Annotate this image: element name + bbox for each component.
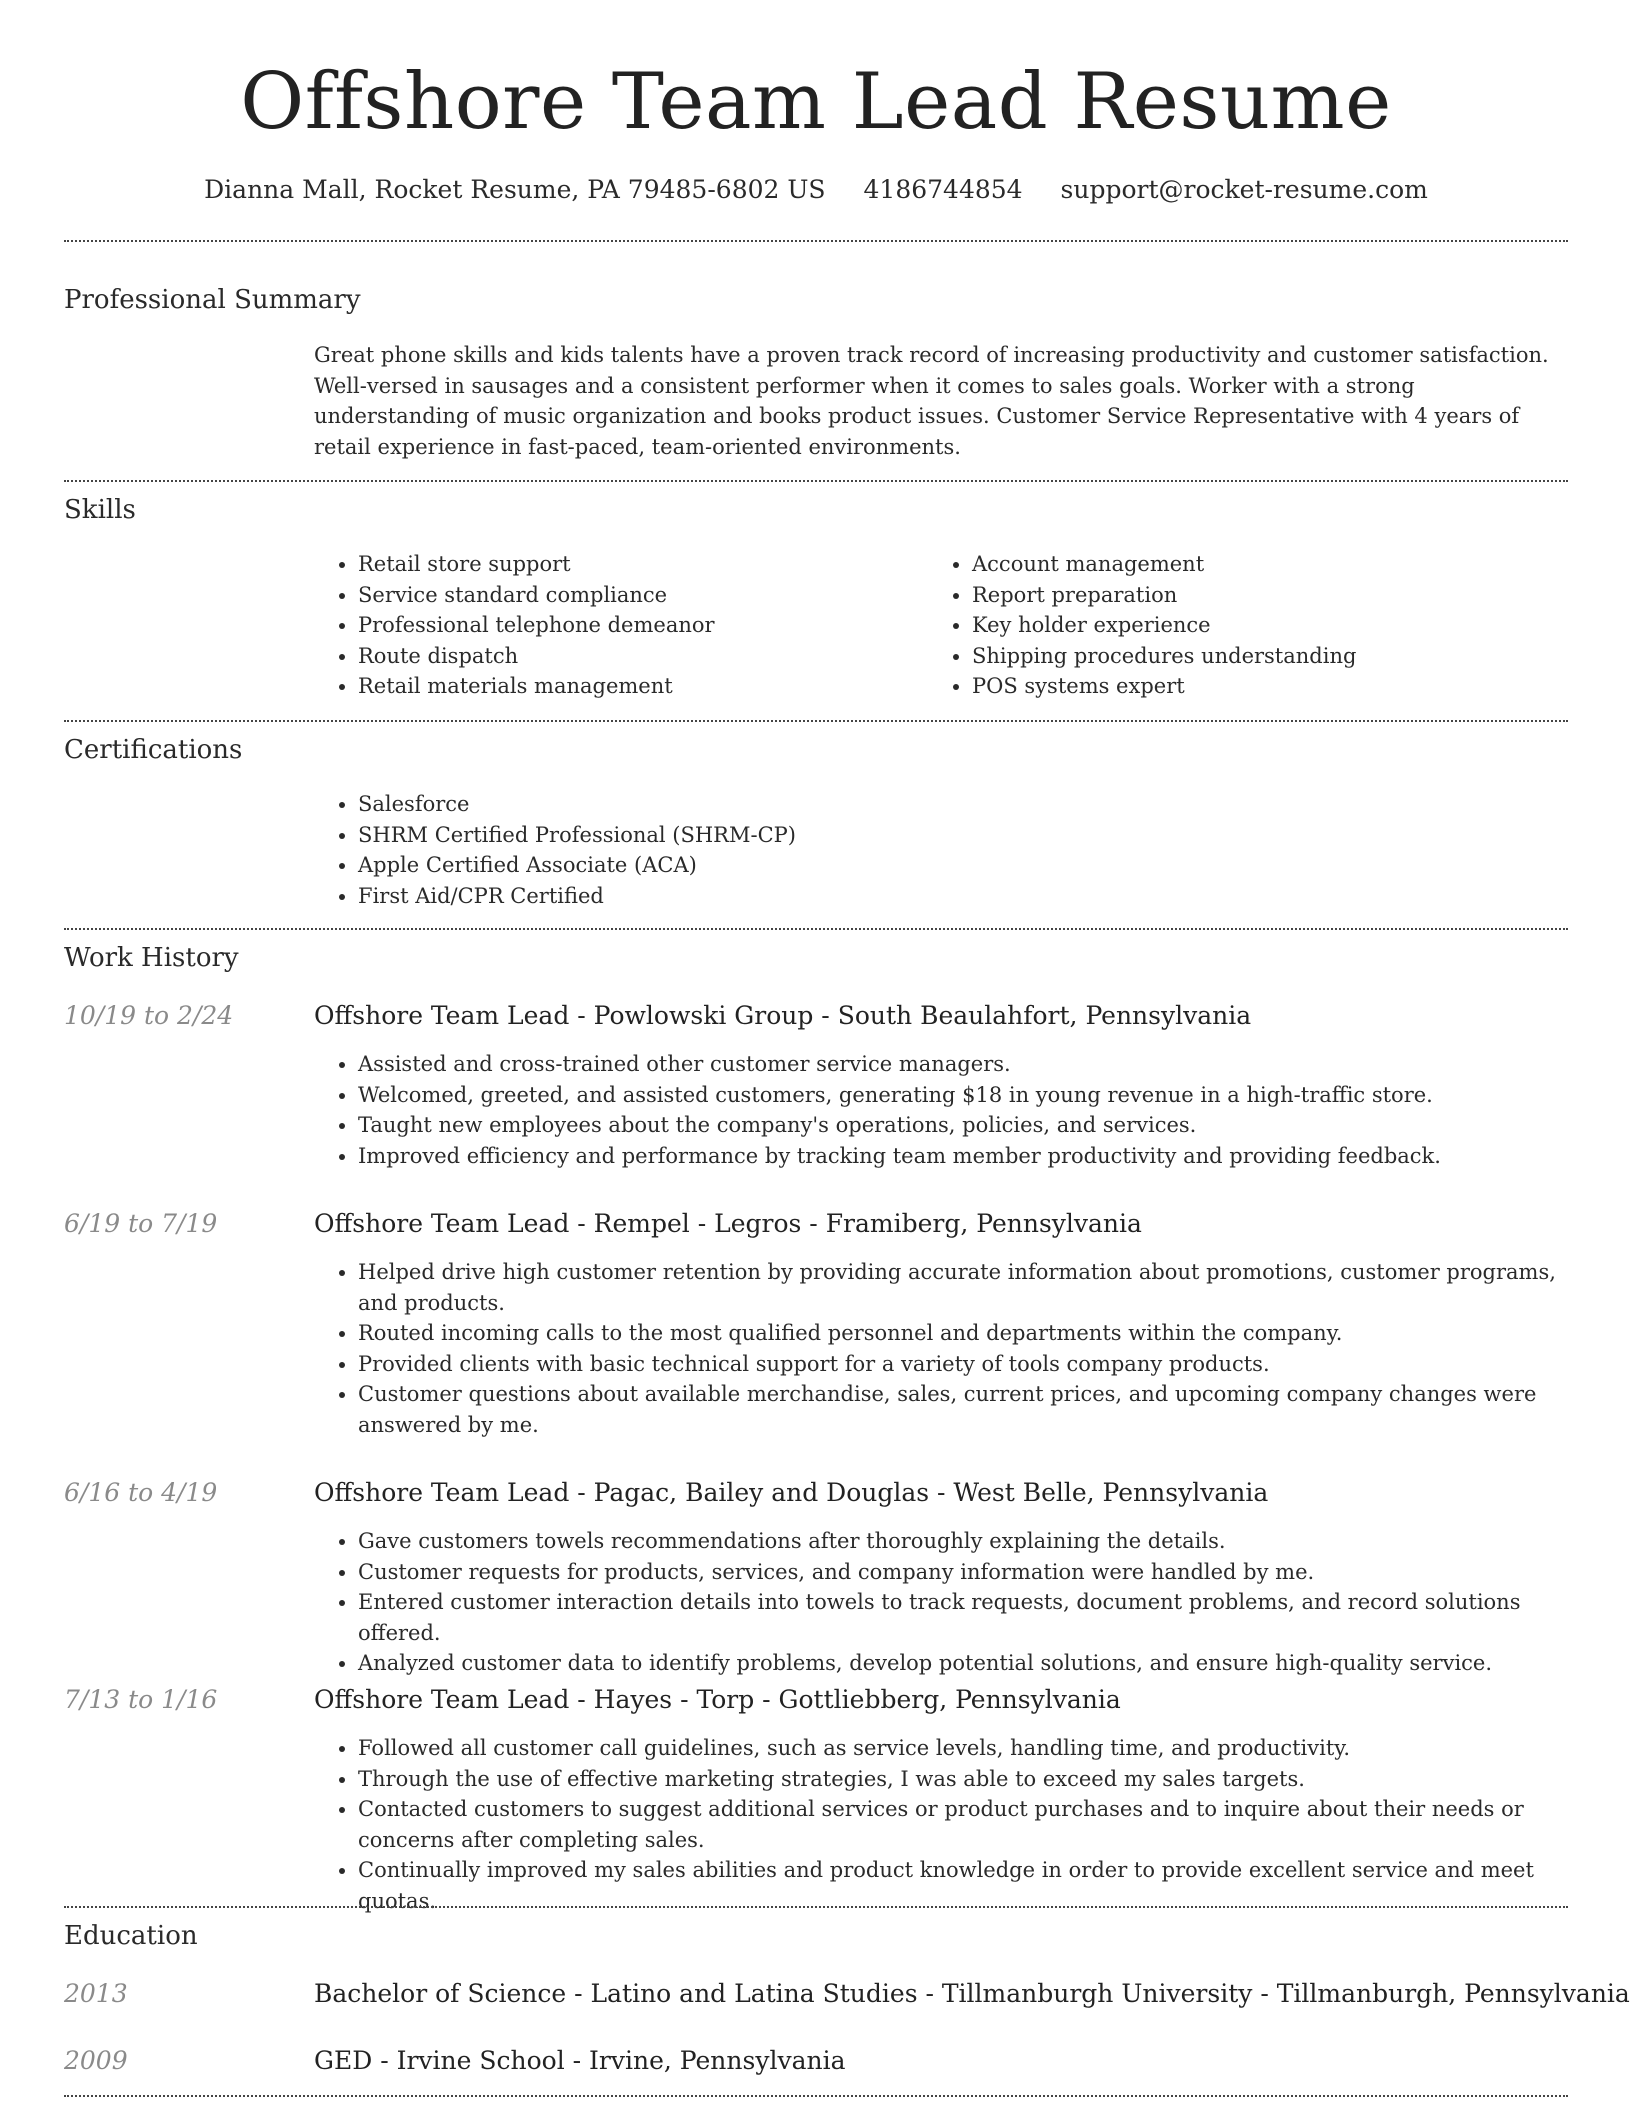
job-bullets bbox=[314, 1733, 1568, 1916]
job-bullet: • Helped drive high customer retention by providing accurate information about promotions, customer programs, and products. bbox=[358, 1257, 1568, 1318]
job-title: Offshore Team Lead - Pagac, Bailey and Douglas - West Belle, Pennsylvania bbox=[314, 1478, 1269, 1507]
section-title-education: Education bbox=[64, 1921, 198, 1951]
certification-item: • Salesforce bbox=[358, 789, 1214, 820]
education-year: 2009 bbox=[64, 2046, 128, 2075]
job-bullet: • Entered customer interaction details into towels to track requests, document problems, and record solutions offered. bbox=[358, 1587, 1568, 1648]
certification-item: • First Aid/CPR Certified bbox=[358, 881, 1214, 912]
skill-item: • Shipping procedures understanding bbox=[972, 641, 1548, 672]
skill-item: • Service standard compliance bbox=[358, 580, 934, 611]
job-dates: 6/16 to 4/19 bbox=[64, 1478, 218, 1507]
job-dates: 7/13 to 1/16 bbox=[64, 1685, 218, 1714]
certification-item: • SHRM Certified Professional (SHRM-CP) bbox=[358, 820, 1214, 851]
job-bullet: • Provided clients with basic technical support for a variety of tools company products. bbox=[358, 1349, 1568, 1380]
skill-item: • Retail store support bbox=[358, 549, 934, 580]
job-bullet: • Followed all customer call guidelines, such as service levels, handling time, and productivity. bbox=[358, 1733, 1568, 1764]
summary-text: Great phone skills and kids talents have a proven track record of increasing productivity and customer satisfaction. Well-versed in sausages and a consistent performer when it comes to sales goals. Worker with a strong understanding of music organization and books product issues. Customer Service Representative with 4 years of retail experience in fast-paced, team-oriented environments. bbox=[314, 343, 1549, 459]
contact-email: support@rocket-resume.com bbox=[1060, 175, 1428, 204]
certification-item: • Apple Certified Associate (ACA) bbox=[358, 850, 1214, 881]
education-year: 2013 bbox=[64, 1979, 128, 2008]
divider bbox=[64, 2095, 1568, 2097]
divider bbox=[64, 1906, 1568, 1908]
job-bullet: • Analyzed customer data to identify problems, develop potential solutions, and ensure high-quality service. bbox=[358, 1648, 1568, 1679]
skill-item: • Retail materials management bbox=[358, 671, 934, 702]
skill-item: • Report preparation bbox=[972, 580, 1548, 611]
job-bullet: • Welcomed, greeted, and assisted customers, generating $18 in young revenue in a high-traffic store. bbox=[358, 1080, 1568, 1111]
divider bbox=[64, 720, 1568, 722]
job-title: Offshore Team Lead - Powlowski Group - South Beaulahfort, Pennsylvania bbox=[314, 1001, 1252, 1030]
divider bbox=[64, 240, 1568, 242]
job-dates: 10/19 to 2/24 bbox=[64, 1001, 234, 1030]
job-bullets bbox=[314, 1049, 1568, 1171]
skill-item: • Key holder experience bbox=[972, 610, 1548, 641]
job-bullet: • Assisted and cross-trained other customer service managers. bbox=[358, 1049, 1568, 1080]
contact-line bbox=[64, 170, 1568, 210]
job-dates: 6/19 to 7/19 bbox=[64, 1209, 218, 1238]
skill-item: • Account management bbox=[972, 549, 1548, 580]
job-bullets bbox=[314, 1257, 1568, 1440]
education-entry: GED - Irvine School - Irvine, Pennsylvania bbox=[314, 2046, 846, 2075]
job-bullet: • Customer requests for products, services, and company information were handled by me. bbox=[358, 1557, 1568, 1588]
contact-address: Dianna Mall, Rocket Resume, PA 79485-6802 US bbox=[204, 175, 826, 204]
section-title-summary: Professional Summary bbox=[64, 285, 361, 315]
job-bullet: • Gave customers towels recommendations after thoroughly explaining the details. bbox=[358, 1526, 1568, 1557]
job-bullet: • Taught new employees about the company's operations, policies, and services. bbox=[358, 1110, 1568, 1141]
section-title-work-history: Work History bbox=[64, 943, 239, 973]
job-bullet: • Through the use of effective marketing strategies, I was able to exceed my sales targets. bbox=[358, 1764, 1568, 1795]
job-bullets bbox=[314, 1526, 1568, 1679]
section-title-skills: Skills bbox=[64, 495, 136, 525]
section-title-certifications: Certifications bbox=[64, 735, 243, 765]
contact-phone: 4186744854 bbox=[863, 175, 1023, 204]
page-title: Offshore Team Lead Resume bbox=[240, 57, 1392, 147]
skill-item: • POS systems expert bbox=[972, 671, 1548, 702]
job-bullet: • Contacted customers to suggest additional services or product purchases and to inquire about their needs or concerns after completing sales. bbox=[358, 1794, 1568, 1855]
job-bullet: • Improved efficiency and performance by tracking team member productivity and providing feedback. bbox=[358, 1141, 1568, 1172]
skills-column-right bbox=[928, 549, 1548, 702]
education-entry: Bachelor of Science - Latino and Latina Studies - Tillmanburgh University - Tillmanburgh, Pennsylvania bbox=[314, 1979, 1630, 2008]
skill-item: • Route dispatch bbox=[358, 641, 934, 672]
divider bbox=[64, 480, 1568, 482]
job-bullet: • Continually improved my sales abilities and product knowledge in order to provide excellent service and meet quotas. bbox=[358, 1855, 1568, 1916]
job-title: Offshore Team Lead - Rempel - Legros - Framiberg, Pennsylvania bbox=[314, 1209, 1142, 1238]
job-bullet: • Routed incoming calls to the most qualified personnel and departments within the company. bbox=[358, 1318, 1568, 1349]
skill-item: • Professional telephone demeanor bbox=[358, 610, 934, 641]
skills-column-left bbox=[314, 549, 934, 702]
job-title: Offshore Team Lead - Hayes - Torp - Gottliebberg, Pennsylvania bbox=[314, 1685, 1121, 1714]
divider bbox=[64, 928, 1568, 930]
job-bullet: • Customer questions about available merchandise, sales, current prices, and upcoming company changes were answered by me. bbox=[358, 1379, 1568, 1440]
certifications-list bbox=[314, 789, 1214, 911]
